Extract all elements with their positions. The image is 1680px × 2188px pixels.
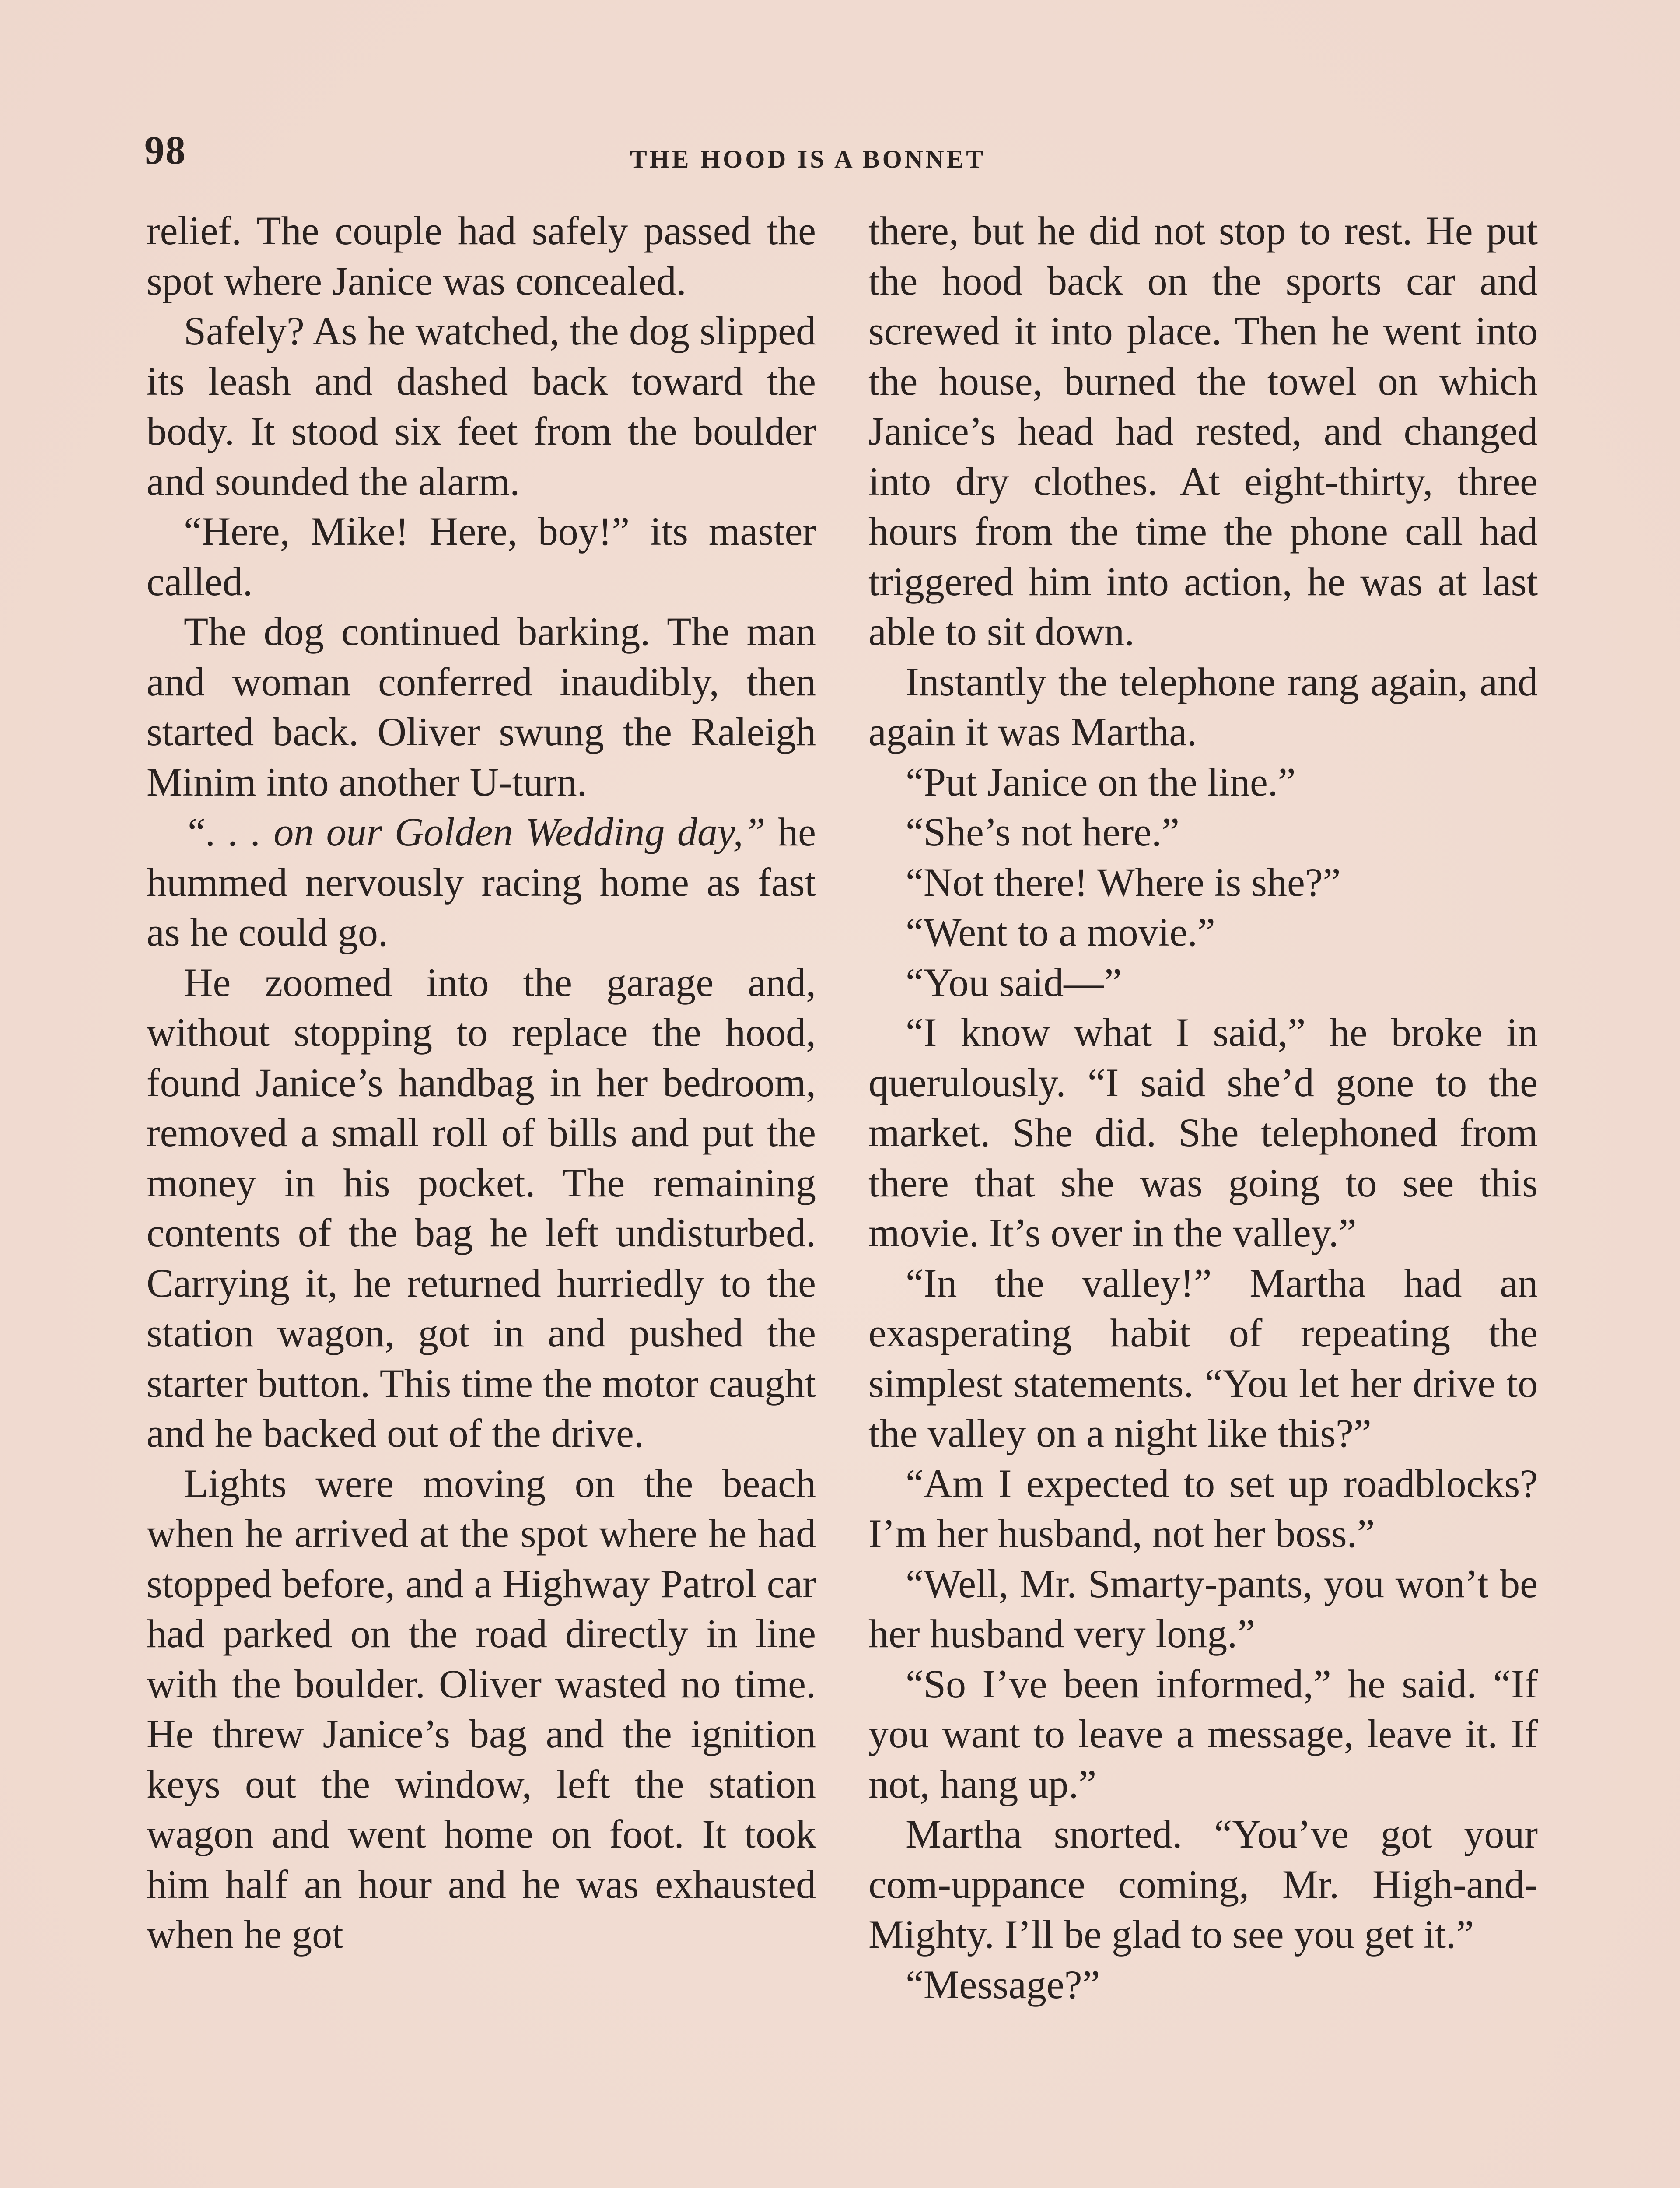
running-head: THE HOOD IS A BONNET [630, 145, 986, 173]
paragraph: “She’s not here.” [906, 810, 1180, 854]
paragraph: “Went to a movie.” [906, 910, 1215, 954]
paragraph: there, but he did not stop to rest. He put the hood back on the sports car and screwed it into place. Then he went into the house, burned the towel on which Janice’s head had rested, and changed into dry clothes. At eight-thirty, three hours from the time the phone call had triggered him into action, he was at last able to sit down. [868, 208, 1538, 654]
paragraph: Lights were moving on the beach when he arrived at the spot where he had stopped before, and a Highway Patrol car had parked on the road directly in line with the boulder. Oliver wasted no time. He threw Janice’s bag and the ignition keys out the window, left the station wagon and went home on foot. It took him half an hour and he was exhausted when he got [147, 1461, 816, 1957]
paragraph-text: he hummed nervously racing home as fast as he could go. [147, 810, 816, 954]
paragraph: “Not there! Where is she?” [906, 859, 1341, 905]
paragraph: “In the valley!” Martha had an exasperating habit of repeating the simplest statements. “You let her drive to the valley on a night like this?” [868, 1260, 1538, 1455]
italic-lyric: “. . . on our Golden Wedding day,” [184, 810, 766, 854]
paragraph: “Message?” [906, 1962, 1100, 2007]
page-number: 98 [144, 128, 186, 172]
paragraph: relief. The couple had safely passed the spot where Janice was concealed. [147, 208, 816, 303]
left-column [147, 206, 816, 1960]
paragraph: Martha snorted. “You’ve got your com-uppance coming, Mr. High-and-Mighty. I’ll be glad to see you get it.” [868, 1812, 1538, 1957]
paragraph [147, 807, 816, 957]
paragraph: “Well, Mr. Smarty-pants, you won’t be her husband very long.” [868, 1561, 1538, 1656]
paragraph: The dog continued barking. The man and woman conferred inaudibly, then started back. Oliver swung the Raleigh Minim into another U-turn. [147, 609, 816, 804]
paragraph: Instantly the telephone rang again, and again it was Martha. [868, 659, 1538, 754]
paragraph: “I know what I said,” he broke in querulously. “I said she’d gone to the market. She did. She telephoned from there that she was going to see this movie. It’s over in the valley.” [868, 1010, 1538, 1255]
right-column [868, 206, 1538, 2009]
paragraph: “Here, Mike! Here, boy!” its master called. [147, 509, 816, 604]
paragraph: “Am I expected to set up roadblocks? I’m her husband, not her boss.” [868, 1461, 1538, 1556]
paragraph: “So I’ve been informed,” he said. “If you want to leave a message, leave it. If not, hang up.” [868, 1661, 1538, 1806]
paragraph: “You said—” [906, 960, 1122, 1005]
paragraph: He zoomed into the garage and, without stopping to replace the hood, found Janice’s handbag in her bedroom, removed a small roll of bills and put the money in his pocket. The remaining contents of the bag he left undisturbed. Carrying it, he returned hurriedly to the station wagon, got in and pushed the starter button. This time the motor caught and he backed out of the drive. [147, 960, 816, 1455]
paragraph: “Put Janice on the line.” [906, 759, 1296, 804]
paragraph: Safely? As he watched, the dog slipped its leash and dashed back toward the body. It stood six feet from the boulder and sounded the alarm. [147, 309, 816, 504]
